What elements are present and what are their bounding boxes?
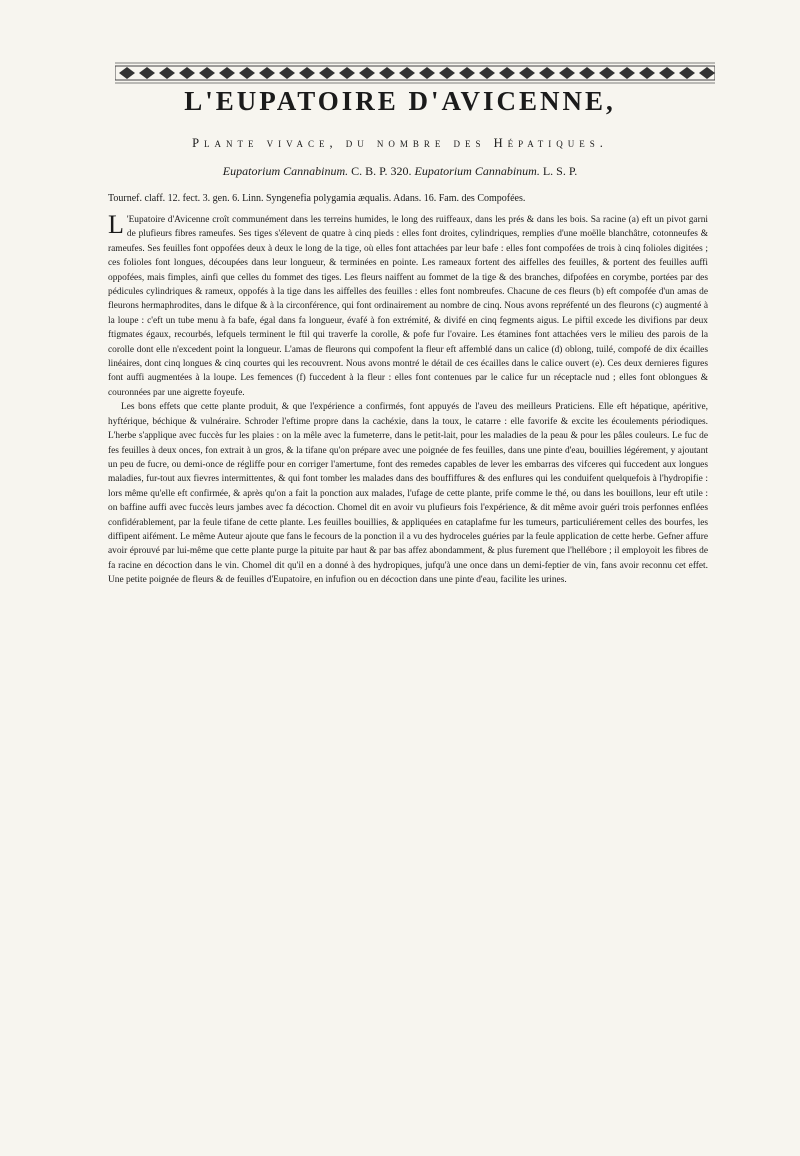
- body-text: [108, 210, 708, 588]
- paragraph-description: [108, 210, 708, 400]
- synonym-2: Eupatorium Cannabinum.: [414, 164, 540, 178]
- classification-references: Tournef. claff. 12. fect. 3. gen. 6. Linn. Syngenefia polygamia æqualis. Adans. 16. Fam. des Compofées.: [108, 193, 526, 204]
- drop-cap: L: [108, 210, 124, 239]
- synonyms-line: [0, 164, 800, 179]
- page-title: L'EUPATOIRE D'AVICENNE,: [184, 86, 616, 116]
- synonym-ref-2: L. S. P.: [539, 164, 578, 178]
- synonym-1: Eupatorium Cannabinum.: [222, 164, 349, 178]
- paragraph-description-text: 'Eupatoire d'Avicenne croît communément dans les terreins humides, le long des ruiffeaux, dans les prés & dans les bois. Sa racine (a) eft un pivot garni de plufieurs fibres rameufes. Ses tiges s'élevent de quatre à cinq pieds : elles font droites, cylindriques, remplies d'une moëlle blanchâtre, cotonneufes & rameufes. Ses feuilles font oppofées deux à deux le long de la tige, où elles font attachées par leur bafe : elles font compofées de trois à cinq folioles digitées ; ces folioles font longues, découpées dans leur longueur, & terminées en pointe. Les rameaux fortent des aiffelles des feuilles, & portent des feuilles auffi oppofées, mais fimples, ainfi que celles du fommet des tiges. Les fleurs naiffent au fommet de la tige & des branches, difpofées en corymbe, portées par des pédicules cylindriques & rameux, oppofés à la tige dans les aiffelles des feuilles : elles font nombreufes. Chacune de ces fleurs (b) eft compofée d'un amas de fleurons hermaphrodites, dans le difque & à la circonférence, qui font ordinairement au nombre de cinq. Nous avons repréfenté un des fleurons (c) augmenté à la loupe : c'eft un tube menu à fa bafe, égal dans fa longueur, évafé à fon extrémité, & divifé en cinq fegments aigus. Le piftil excede les divifions par deux ftigmates égaux, recourbés, lefquels terminent le ftil qui traverfe la corolle, & pofe fur l'ovaire. Les étamines font attachées vers le milieu des parois de la corolle dont elle n'excedent point la longueur. L'amas de fleurons qui compofent la fleur eft affemblé dans un calice (d) oblong, tuilé, compofé de dix écailles linéaires, dont cinq longues & cinq courtes qui les recouvrent. Nous avons montré le détail de ces écailles dans le calice ouvert (e). Ces deux dernieres figures font auffi augmentées à la loupe. Les femences (f) fuccedent à la fleur : elles font contenues par le calice fur un réceptacle nud ; elles font oblongues & couronnées par une aigrette foyeufe.: [108, 215, 708, 398]
- synonym-ref-1: C. B. P. 320.: [348, 164, 415, 178]
- plant-subtitle: Plante vivace, du nombre des Hépatiques.: [192, 136, 608, 150]
- paragraph-medical-uses: Les bons effets que cette plante produit, & que l'expérience a confirmés, font appuyés de l'aveu des meilleurs Praticiens. Elle eft hépatique, apéritive, hyftérique, béchique & vulnéraire. Schroder l'eftime propre dans la cachéxie, dans la toux, le catarre : elle favorife & excite les écoulements périodiques. L'herbe s'applique avec fuccès fur les plaies : on la mêle avec la fumeterre, dans le petit-lait, pour les maladies de la peau & pour les pâles couleurs. Le fuc de fes feuilles à deux onces, fon extrait à un gros, & la tifane qu'on prépare avec une poignée de fes feuilles, dans une pinte d'eau, bouillies légérement, y ajoutant un peu de fucre, ou demi-once de régliffe pour en corriger l'amertume, font des remedes capables de lever les embarras des vifceres qui fuccedent aux longues maladies, fur-tout aux fievres intermittentes, & qui font tomber les malades dans des bouffiffures & des enflures qui les conduifent quelquefois à l'hydropifie : lors même qu'elle eft confirmée, & après qu'on a fait la ponction aux malades, l'ufage de cette plante, prife comme le thé, ou dans les bouillons, leur eft utile : on baffine auffi avec fuccès leurs jambes avec fa décoction. Chomel dit en avoir vu plufieurs fois l'expérience, & dit même avoir guéri trois perfonnes enflées confidérablement, par la feule tifane de cette plante. Les feuilles bouillies, & appliquées en cataplafme fur les tumeurs, particuliérement celles des bourfes, les diffipent aifément. Le même Auteur ajoute que fans le fecours de la ponction il a vu des hydroceles guéries par la feule application de cette herbe. Gefner affure avoir éprouvé par lui-même que cette plante purge la pituite par haut & par bas affez abondamment, & plus furement que l'hellébore ; il employoit les fibres de fa racine en décoction dans le vin. Chomel dit qu'il en a donné à des hydropiques, jufqu'à une once dans un demi-feptier de vin, fans avoir reconnu cet effet. Une petite poignée de fleurs & de feuilles d'Eupatoire, en infufion ou en décoction dans une pinte d'eau, facilite les urines.: [108, 402, 708, 586]
